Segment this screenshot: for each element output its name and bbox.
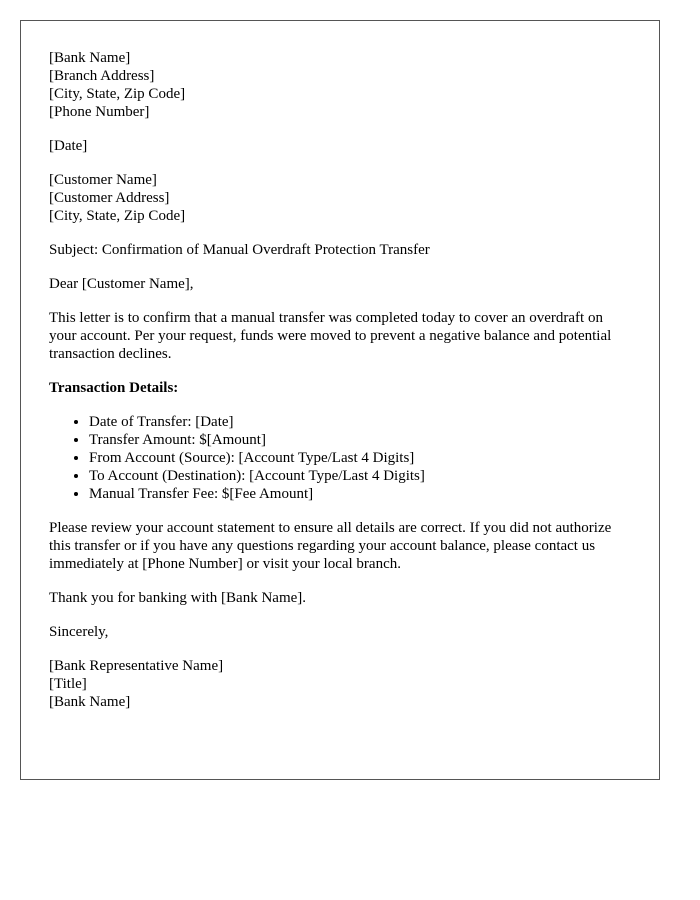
transaction-details-heading: Transaction Details: — [49, 380, 179, 396]
recipient-address-line: [Customer Address] — [49, 190, 170, 206]
list-item: • To Account (Destination): [Account Type/Last 4 Digits] — [89, 467, 631, 485]
list-item: • Manual Transfer Fee: $[Fee Amount] — [89, 485, 631, 503]
recipient-name: [Customer Name] — [49, 172, 157, 188]
date-text: [Date] — [49, 138, 88, 154]
salutation: Dear [Customer Name], — [49, 276, 194, 292]
sender-address — [49, 49, 631, 121]
list-item: • From Account (Source): [Account Type/Last 4 Digits] — [89, 449, 631, 467]
thanks-paragraph: Thank you for banking with [Bank Name]. — [49, 590, 307, 606]
closing: Sincerely, — [49, 624, 109, 640]
signature-bank-name: [Bank Name] — [49, 694, 131, 710]
review-paragraph: Please review your account statement to ensure all details are correct. If you did not authorize this transfer or if you have any questions regarding your account balance, please contact us immediately at [Phone Number] or visit your local branch. — [49, 520, 612, 572]
signature-block — [49, 657, 631, 711]
signature-title: [Title] — [49, 676, 87, 692]
sender-branch-address: [Branch Address] — [49, 68, 155, 84]
list-item: • Transfer Amount: $[Amount] — [89, 431, 631, 449]
signature-rep-name: [Bank Representative Name] — [49, 658, 224, 674]
subject-line: Subject: Confirmation of Manual Overdraft Protection Transfer — [49, 242, 430, 258]
recipient-city-state-zip: [City, State, Zip Code] — [49, 208, 186, 224]
sender-city-state-zip: [City, State, Zip Code] — [49, 86, 186, 102]
letter-date — [49, 137, 631, 155]
intro-paragraph: This letter is to confirm that a manual transfer was completed today to cover an overdraft on your account. Per your request, funds were moved to prevent a negative balance and potential transaction declines. — [49, 310, 612, 362]
sender-phone: [Phone Number] — [49, 104, 150, 120]
recipient-address — [49, 171, 631, 225]
transaction-details-list — [49, 413, 631, 503]
letter — [20, 20, 660, 780]
sender-bank-name: [Bank Name] — [49, 50, 131, 66]
list-item: • Date of Transfer: [Date] — [89, 413, 631, 431]
